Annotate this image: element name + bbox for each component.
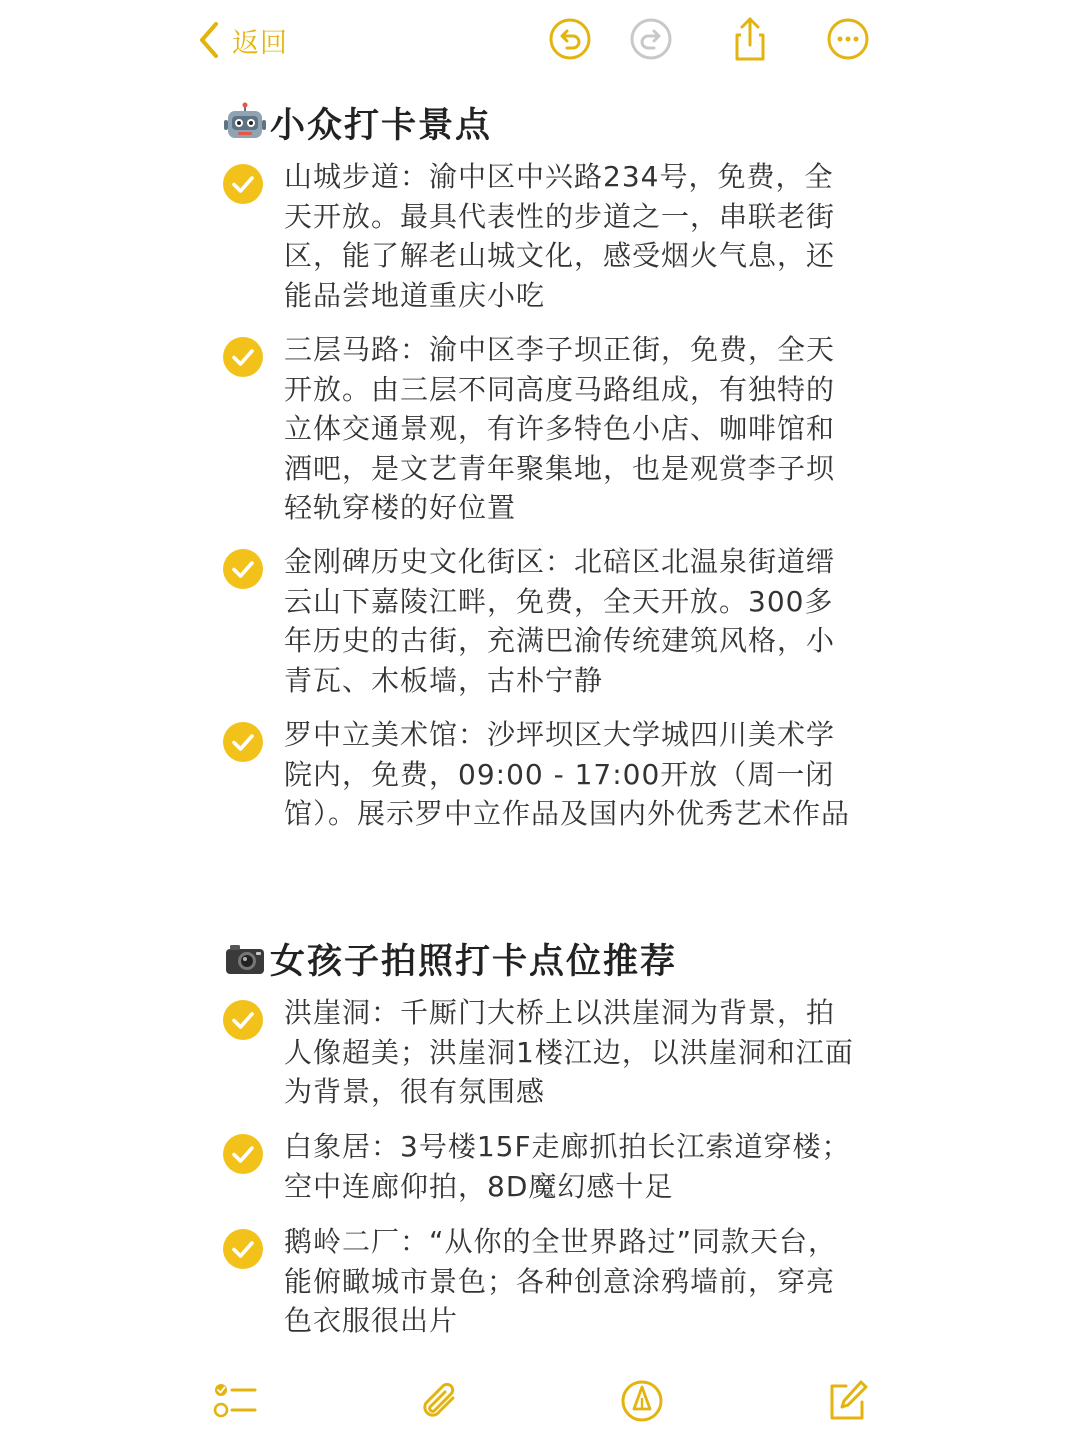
section-title [224, 934, 677, 984]
undo-icon [547, 16, 593, 62]
checklist-button[interactable] [212, 1378, 258, 1424]
bottom-toolbar [0, 1370, 1080, 1439]
checkmark-circle-icon[interactable] [222, 163, 264, 205]
back-label: 返回 [232, 27, 288, 59]
attachment-button[interactable] [417, 1378, 463, 1424]
checklist-icon [212, 1378, 258, 1424]
compose-icon [824, 1378, 870, 1424]
undo-button[interactable] [547, 16, 593, 62]
checklist-item-text[interactable]: 洪崖洞：千厮门大桥上以洪崖洞为背景，拍人像超美；洪崖洞1楼江边，以洪崖洞和江面为背景，很有氛围感 [284, 996, 854, 1108]
checklist-item-text[interactable]: 金刚碑历史文化街区：北碚区北温泉街道缙云山下嘉陵江畔，免费，全天开放。300多年历史的古街，充满巴渝传统建筑风格，小青瓦、木板墙，古朴宁静 [284, 545, 836, 697]
section-title [224, 98, 492, 148]
checklist-item-text[interactable]: 白象居：3号楼15F走廊抓拍长江索道穿楼；空中连廊仰拍，8D魔幻感十足 [284, 1130, 851, 1203]
more-button[interactable] [825, 16, 871, 62]
checkmark-circle-icon[interactable] [222, 999, 264, 1041]
compose-button[interactable] [824, 1378, 870, 1424]
back-button[interactable] [196, 18, 288, 62]
share-icon [727, 16, 773, 62]
robot-icon [224, 102, 266, 144]
checklist-item-text[interactable]: 鹅岭二厂：“从你的全世界路过”同款天台，能俯瞰城市景色；各种创意涂鸦墙前，穿亮色衣服很出片 [284, 1225, 838, 1337]
checklist-item-text[interactable]: 三层马路：渝中区李子坝正街，免费，全天开放。由三层不同高度马路组成，有独特的立体交通景观，有许多特色小店、咖啡馆和酒吧，是文艺青年聚集地，也是观赏李子坝轻轨穿楼的好位置 [284, 333, 836, 524]
section-title-text: 女孩子拍照打卡点位推荐 [270, 942, 678, 982]
checkmark-circle-icon[interactable] [222, 1133, 264, 1175]
checkmark-circle-icon[interactable] [222, 721, 264, 763]
checklist-item-text[interactable]: 山城步道：渝中区中兴路234号，免费，全天开放。最具代表性的步道之一，串联老街区，能了解老山城文化，感受烟火气息，还能品尝地道重庆小吃 [284, 160, 836, 312]
section-title-text: 小众打卡景点 [270, 106, 493, 146]
redo-button[interactable] [628, 16, 674, 62]
share-button[interactable] [727, 16, 773, 62]
pen-tip-icon [619, 1378, 665, 1424]
chevron-left-icon [196, 20, 222, 60]
checkmark-circle-icon[interactable] [222, 1228, 264, 1270]
checkmark-circle-icon[interactable] [222, 336, 264, 378]
paperclip-icon [417, 1378, 463, 1424]
checklist-item-text[interactable]: 罗中立美术馆：沙坪坝区大学城四川美术学院内，免费，09:00 - 17:00开放（周一闭馆）。展示罗中立作品及国内外优秀艺术作品 [284, 718, 851, 830]
more-icon [825, 16, 871, 62]
camera-icon [224, 938, 266, 980]
checkmark-circle-icon[interactable] [222, 548, 264, 590]
top-toolbar [0, 0, 1080, 80]
markup-button[interactable] [619, 1378, 665, 1424]
redo-icon [628, 16, 674, 62]
